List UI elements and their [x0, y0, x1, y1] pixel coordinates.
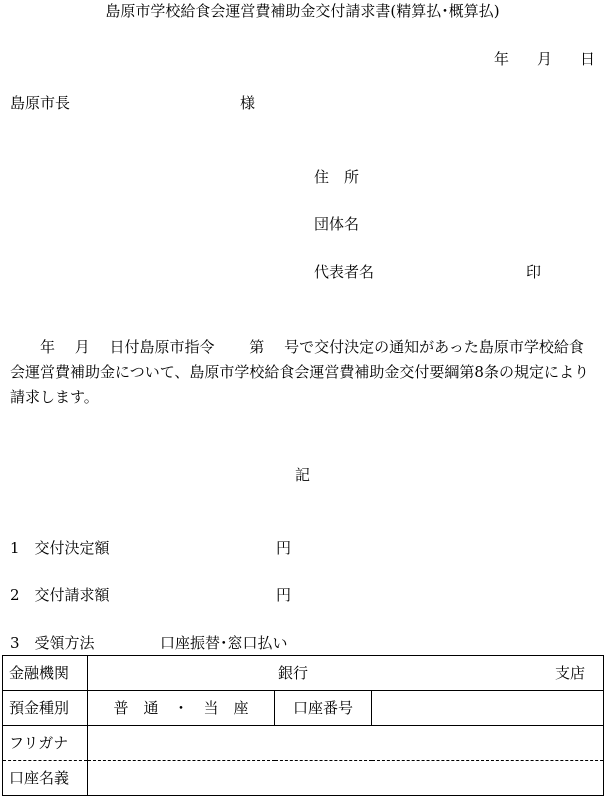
bank-account-table — [2, 655, 604, 796]
account-number-value[interactable] — [372, 691, 604, 726]
item-decision-amount-label: 1 交付決定額 — [10, 539, 110, 557]
organization-label: 団体名 — [314, 215, 360, 233]
table-row — [3, 761, 604, 796]
furigana-value[interactable] — [88, 726, 604, 761]
item-request-amount-unit: 円 — [276, 586, 292, 604]
representative-label: 代表者名 — [314, 263, 375, 281]
date-month: 月 — [536, 50, 552, 68]
date-year: 年 — [493, 50, 509, 68]
item-decision-amount-unit: 円 — [276, 539, 292, 557]
item-receipt-method-value: 口座振替･窓口払い — [160, 634, 288, 652]
date-day: 日 — [579, 50, 595, 68]
date-line — [466, 52, 595, 67]
account-name-label: 口座名義 — [3, 761, 88, 796]
deposit-type-value[interactable]: 普 通 ・ 当 座 — [88, 691, 275, 726]
item-receipt-method-label: 3 受領方法 — [10, 634, 95, 652]
seal-mark: 印 — [526, 263, 542, 281]
deposit-type-label: 預金種別 — [3, 691, 88, 726]
institution-label: 金融機関 — [3, 656, 88, 691]
request-body-text: 年 月 日付島原市指令 第 号で交付決定の通知があった島原市学校給食会運営費補助金について、島原市学校給食会運営費補助金交付要綱第8条の規定により請求します。 — [10, 338, 589, 406]
furigana-label: フリガナ — [3, 726, 88, 761]
branch-suffix: 支店 — [554, 663, 585, 682]
document-title: 島原市学校給食会運営費補助金交付請求書(精算払･概算払) — [105, 2, 500, 20]
account-name-value[interactable] — [88, 761, 604, 796]
item-request-amount-label: 2 交付請求額 — [10, 586, 110, 604]
address-label: 住 所 — [314, 168, 360, 186]
ki-heading: 記 — [294, 466, 310, 484]
bank-suffix: 銀行 — [278, 663, 309, 682]
account-number-label: 口座番号 — [275, 691, 372, 726]
institution-value-cell[interactable] — [88, 656, 604, 691]
addressee-name: 島原市長 — [10, 94, 71, 112]
table-row — [3, 656, 604, 691]
addressee-honorific: 様 — [240, 94, 256, 112]
table-row — [3, 691, 604, 726]
table-row — [3, 726, 604, 761]
